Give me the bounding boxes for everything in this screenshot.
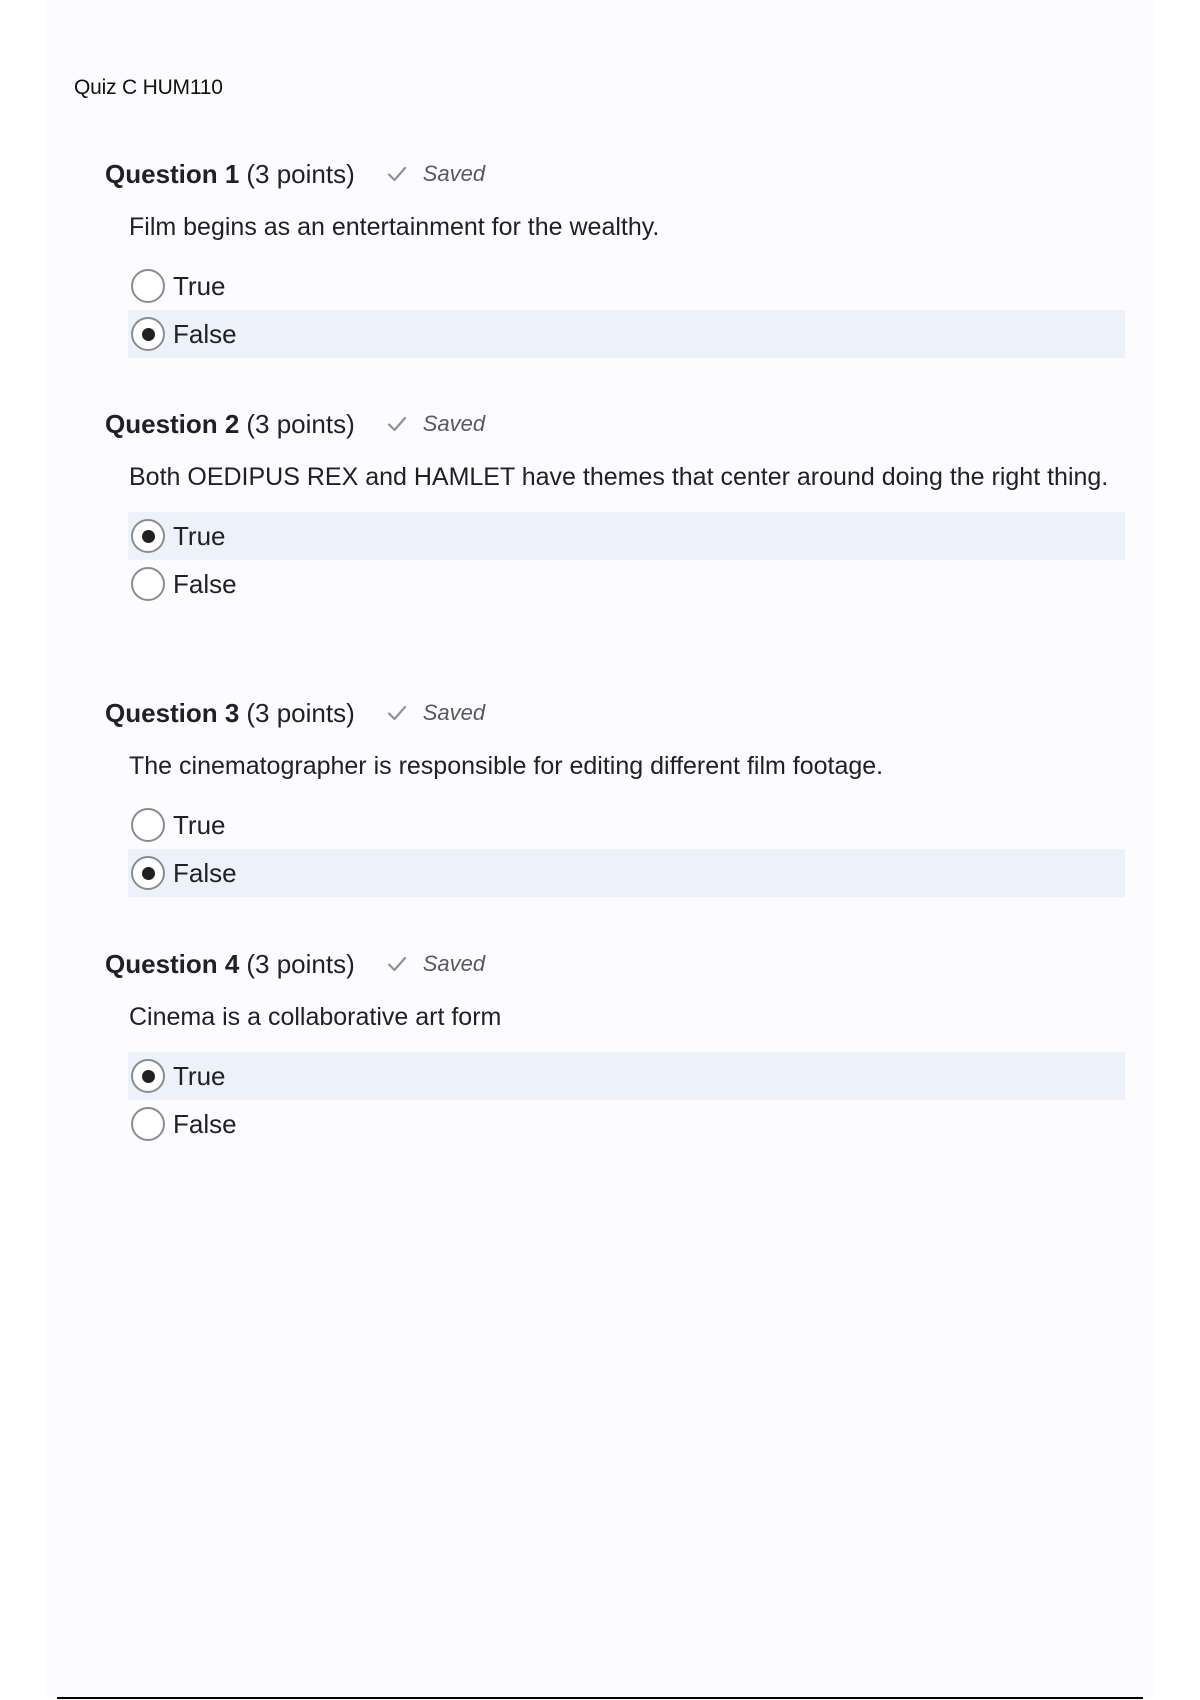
option-true[interactable] <box>128 262 1125 310</box>
question-3 <box>105 695 1125 897</box>
answer-options <box>128 262 1125 358</box>
radio-button[interactable] <box>131 269 165 303</box>
question-points: (3 points) <box>246 408 355 439</box>
radio-button-selected[interactable] <box>131 856 165 890</box>
option-false[interactable] <box>128 1100 1125 1148</box>
radio-button-selected[interactable] <box>131 519 165 553</box>
option-label: False <box>173 1108 237 1139</box>
saved-status <box>387 951 485 977</box>
option-true[interactable] <box>128 1052 1125 1100</box>
question-header <box>105 406 1125 442</box>
option-label: True <box>173 809 226 840</box>
radio-dot-icon <box>142 867 155 880</box>
question-header <box>105 156 1125 192</box>
option-label: True <box>173 520 226 551</box>
question-title <box>105 159 355 190</box>
checkmark-icon <box>387 164 407 184</box>
radio-button[interactable] <box>131 808 165 842</box>
saved-label: Saved <box>422 161 486 186</box>
question-points: (3 points) <box>246 697 355 728</box>
option-label: True <box>173 270 226 301</box>
question-text: Both OEDIPUS REX and HAMLET have themes that center around doing the right thing. <box>129 463 1109 491</box>
saved-label: Saved <box>422 951 486 976</box>
question-label: Question 3 <box>105 697 240 728</box>
answer-options <box>128 801 1125 897</box>
option-true[interactable] <box>128 512 1125 560</box>
option-label: False <box>173 857 237 888</box>
option-true[interactable] <box>128 801 1125 849</box>
question-text: The cinematographer is responsible for editing different film footage. <box>129 752 884 780</box>
option-label: True <box>173 1060 226 1091</box>
radio-dot-icon <box>142 530 155 543</box>
saved-status <box>387 161 485 187</box>
saved-status <box>387 411 485 437</box>
question-label: Question 4 <box>105 948 240 979</box>
radio-dot-icon <box>142 328 155 341</box>
radio-button-selected[interactable] <box>131 317 165 351</box>
option-false[interactable] <box>128 849 1125 897</box>
document-title: Quiz C HUM110 <box>74 76 223 99</box>
question-text: Film begins as an entertainment for the wealthy. <box>129 213 660 241</box>
checkmark-icon <box>387 703 407 723</box>
question-1 <box>105 156 1125 358</box>
saved-label: Saved <box>422 700 486 725</box>
saved-status <box>387 700 485 726</box>
question-label: Question 1 <box>105 158 240 189</box>
answer-options <box>128 512 1125 608</box>
option-label: False <box>173 318 237 349</box>
question-title <box>105 409 355 440</box>
question-points: (3 points) <box>246 158 355 189</box>
saved-label: Saved <box>422 411 486 436</box>
option-label: False <box>173 568 237 599</box>
radio-button[interactable] <box>131 567 165 601</box>
radio-button[interactable] <box>131 1107 165 1141</box>
question-2 <box>105 406 1125 608</box>
radio-dot-icon <box>142 1070 155 1083</box>
question-text: Cinema is a collaborative art form <box>129 1003 502 1031</box>
question-4 <box>105 946 1125 1148</box>
checkmark-icon <box>387 954 407 974</box>
question-points: (3 points) <box>246 948 355 979</box>
option-false[interactable] <box>128 310 1125 358</box>
radio-button-selected[interactable] <box>131 1059 165 1093</box>
checkmark-icon <box>387 414 407 434</box>
question-title <box>105 698 355 729</box>
option-false[interactable] <box>128 560 1125 608</box>
answer-options <box>128 1052 1125 1148</box>
question-header <box>105 946 1125 982</box>
question-header <box>105 695 1125 731</box>
question-title <box>105 949 355 980</box>
page-bottom-rule <box>57 1697 1143 1699</box>
question-label: Question 2 <box>105 408 240 439</box>
